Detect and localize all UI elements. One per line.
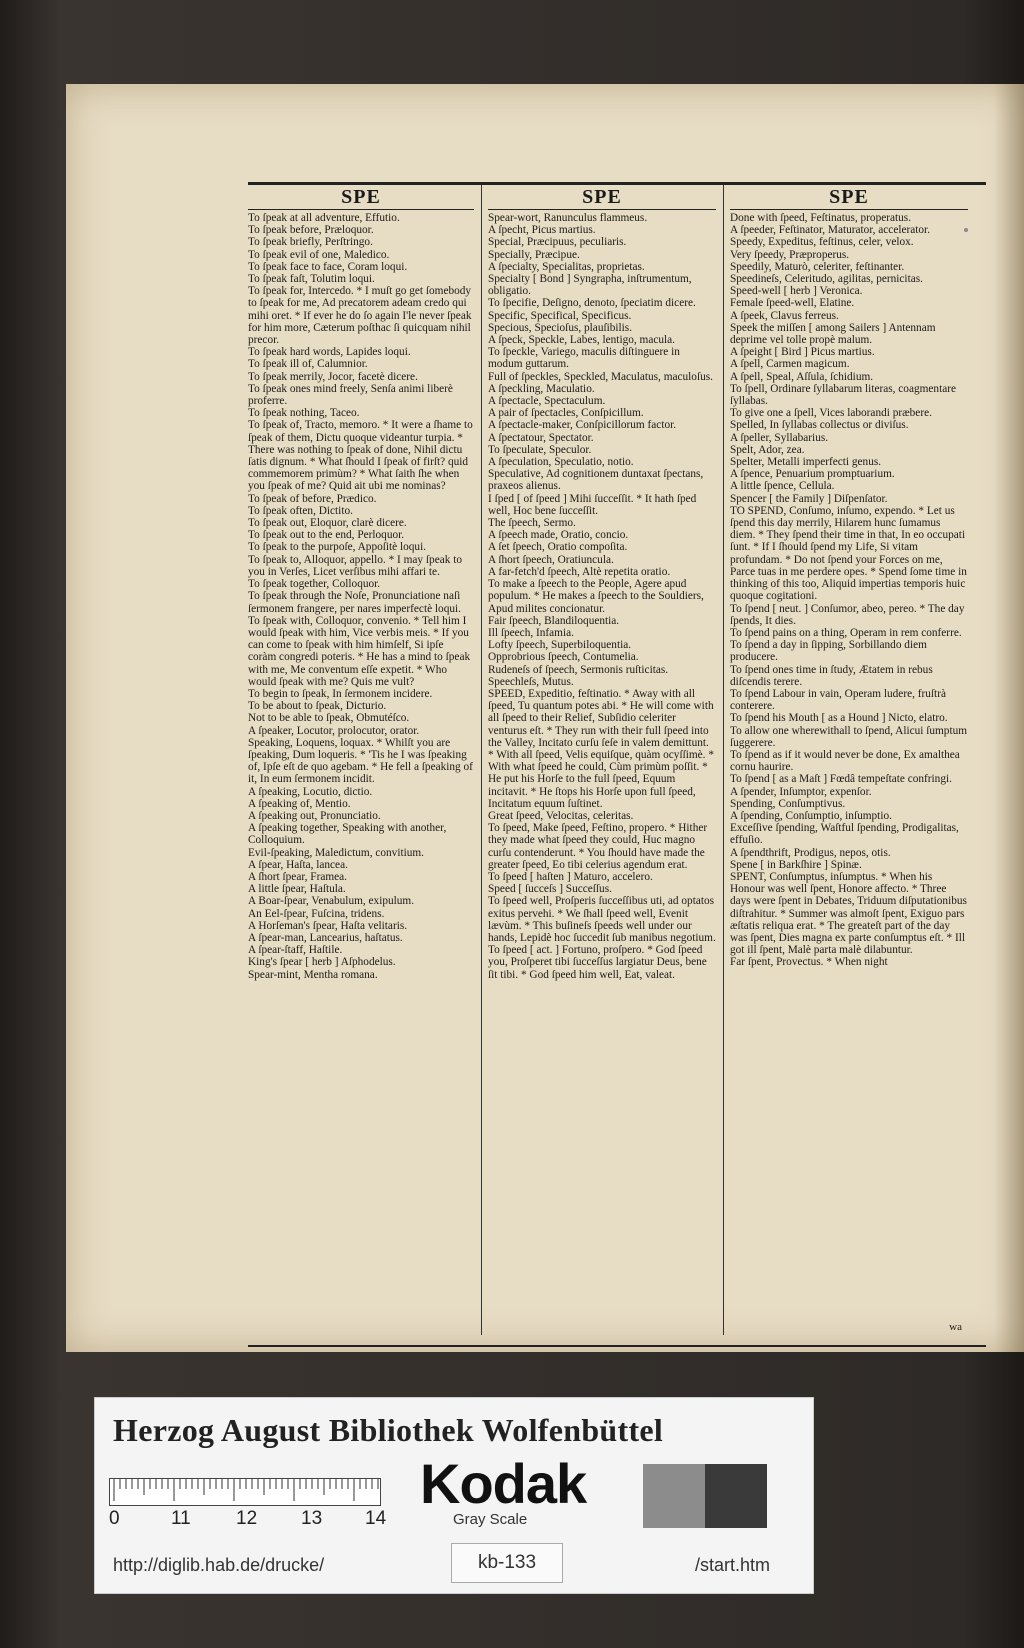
dictionary-entry: To ſpeak often, Dictito.: [248, 504, 353, 517]
dictionary-entry: To ſpeak faſt, Tolutim loqui.: [248, 273, 375, 286]
dictionary-entry: To ſpeak evil of one, Maledico.: [248, 248, 390, 261]
dictionary-entry: To ſpeak together, Colloquor.: [248, 578, 381, 591]
dictionary-entry: Far ſpent, Provectus. * When night: [730, 956, 888, 969]
dictionary-entry: A ſpeeder, Feſtinator, Maturator, accelerator.: [730, 224, 931, 237]
column-header: SPE: [488, 185, 716, 210]
dictionary-entry: Spelt, Ador, zea.: [730, 443, 805, 456]
dictionary-entry: A ſpender, Inſumptor, expenſor.: [730, 785, 872, 798]
column-right: [730, 185, 968, 1335]
dictionary-entry: To ſpeak face to face, Coram loqui.: [248, 260, 408, 273]
calibration-card: [94, 1397, 814, 1594]
dictionary-entry: A ſpell, Carmen magicum.: [730, 358, 850, 371]
dictionary-entry: Done with ſpeed, Feſtinatus, properatus.: [730, 212, 912, 224]
dictionary-entry: A ſpeaking of, Mentio.: [248, 797, 351, 810]
dictionary-entry: Specially, Præcipue.: [488, 248, 580, 261]
dictionary-entry: To allow one wherewithall to ſpend, Alicui ſumptum ſuggerere.: [730, 724, 968, 749]
dictionary-entry: Specious, Specioſus, plauſibilis.: [488, 321, 633, 334]
dictionary-entry: To ſpeed, Make ſpeed, Feſtino, propero. * Hither they made what ſpeed they could, Huc magno curſu contenderunt. * You ſhould have made the greater ſpeed, Eo tibi celerius agendum erat.: [488, 822, 708, 871]
dictionary-entry: Ill ſpeech, Infamia.: [488, 626, 574, 639]
dictionary-entry: A ſpeaking together, Speaking with another, Colloquium.: [248, 822, 447, 847]
gray-scale-label: Gray Scale: [453, 1511, 528, 1528]
dictionary-entry: To give one a ſpell, Vices laborandi præbere.: [730, 407, 932, 420]
column-middle: [488, 185, 716, 1335]
dictionary-entry: To ſpeak to the purpoſe, Appoſitè loqui.: [248, 541, 427, 554]
dictionary-entry: To ſpeculate, Speculor.: [488, 443, 592, 456]
dictionary-entry: Speedy, Expeditus, feſtinus, celer, velox.: [730, 236, 914, 249]
dictionary-entry: A ſpear-ſtaff, Haſtile.: [248, 944, 343, 957]
dictionary-entry: A ſpear, Haſta, lancea.: [248, 858, 348, 871]
dictionary-entry: A ſpecialty, Specialitas, proprietas.: [488, 260, 645, 273]
dictionary-entry: To ſpeed well, Proſperis ſucceſſibus uti, ad optatos exitus pervehi. * We ſhall ſpeed well, Evenit lævùm. * This buſineſs ſpeeds well under our hands, Lepidè hoc ſuccedit ſub manibus negotium.: [488, 895, 716, 944]
dictionary-entry: A pair of ſpectacles, Conſpicillum.: [488, 407, 644, 420]
dictionary-entry: A ſpectatour, Spectator.: [488, 431, 594, 444]
scan-code: kb-133: [451, 1543, 563, 1583]
dictionary-entry: To ſpeak at all adventure, Effutio.: [248, 212, 400, 224]
url-left: http://diglib.hab.de/drucke/: [113, 1555, 325, 1575]
dictionary-entry: I ſped [ of ſpeed ] Mihi ſucceſſit. * It hath ſped well, Hoc bene ſucceſſit.: [488, 492, 697, 517]
dictionary-entry: A ſpeech made, Oratio, concio.: [488, 529, 629, 542]
dictionary-entry: To ſpend Labour in vain, Operam ludere, fruſtrà conterere.: [730, 687, 946, 713]
dictionary-entry: A ſpeaking, Locutio, dictio.: [248, 785, 373, 798]
dictionary-entry: Speculative, Ad cognitionem duntaxat ſpectans, praxeos alienus.: [488, 468, 704, 493]
dictionary-entry: A ſpeculation, Speculatio, notio.: [488, 456, 634, 469]
dictionary-entry: Fair ſpeech, Blandiloquentia.: [488, 614, 620, 627]
dictionary-entry: To ſpeak hard words, Lapides loqui.: [248, 346, 411, 359]
dictionary-entry: To ſpend [ neut. ] Conſumor, abeo, pereo. * The day ſpends, It dies.: [730, 602, 965, 627]
dictionary-entry: SPEED, Expeditio, feſtinatio. * Away with all ſpeed, Tu quantum potes abi. * He will come with all ſpeed to their Relief, Subſidio celeriter venturus eſt. * They run with their full ſpeed into the Valley, Incitato curſu ſeſe in valem demittunt. * With all ſpeed, Velis equiſque, quàm ocyſſimè. * With what ſpeed he could, Cùm primùm poſſit. * He put his Horſe to the full ſpeed, Equum incitavit. * He ſtops his Horſe upon full ſpeed, Incitatum equum ſuſtinet.: [488, 687, 714, 810]
scale-numbers: [109, 1508, 399, 1530]
dictionary-entry: The ſpeech, Sermo.: [488, 517, 576, 530]
dictionary-entry: A little ſpence, Cellula.: [730, 480, 835, 493]
dictionary-entry: Spending, Conſumptivus.: [730, 797, 846, 810]
dictionary-entry: A ſhort ſpear, Framea.: [248, 870, 347, 883]
dictionary-entry: A Horſeman's ſpear, Haſta velitaris.: [248, 919, 408, 932]
dictionary-entry: A ſet ſpeech, Oratio compoſita.: [488, 541, 628, 554]
dictionary-entry: A ſpeaking out, Pronunciatio.: [248, 809, 381, 822]
dictionary-entry: To ſpend ones time in ſtudy, Ætatem in rebus diſcendis terere.: [730, 663, 933, 688]
dictionary-entry: Speedineſs, Celeritudo, agilitas, pernicitas.: [730, 273, 923, 286]
dictionary-entry: Speed [ ſucceſs ] Succeſſus.: [488, 883, 612, 896]
dictionary-entry: Spear-mint, Mentha romana.: [248, 968, 378, 981]
catchword: wa: [949, 1321, 962, 1333]
dictionary-entry: To ſpeak ill of, Calumnior.: [248, 358, 368, 371]
dictionary-entry: Specialty [ Bond ] Syngrapha, inſtrumentum, obligatio.: [488, 273, 692, 298]
scale-ruler: [109, 1478, 381, 1506]
column-rule: [481, 185, 482, 1335]
dictionary-entry: To ſpeak merrily, Jocor, facetè dicere.: [248, 370, 418, 383]
scale-number: 14: [365, 1508, 387, 1529]
dictionary-entry: To ſpeak ones mind freely, Senſa animi liberè proferre.: [248, 382, 453, 408]
entries: [248, 210, 474, 981]
dictionary-entry: Spelled, In ſyllabas collectus or diviſus.: [730, 419, 909, 432]
dictionary-entry: A ſpeight [ Bird ] Picus martius.: [730, 346, 875, 359]
column-rule: [723, 185, 724, 1335]
dictionary-entry: To ſpeak nothing, Taceo.: [248, 407, 360, 420]
dictionary-entry: Speed-well [ herb ] Veronica.: [730, 285, 863, 298]
dictionary-entry: To ſpeak through the Noſe, Pronunciatione naſi ſermonem frangere, per nares imperfectè loqui.: [248, 590, 461, 615]
dictionary-entry: A ſhort ſpeech, Oratiuncula.: [488, 553, 614, 566]
dictionary-entry: Rudeneſs of ſpeech, Sermonis ruſticitas.: [488, 663, 669, 676]
dictionary-entry: A ſpeek, Clavus ferreus.: [730, 309, 839, 322]
gray-swatch-dark: [705, 1464, 767, 1528]
dictionary-entry: To ſpend as if it would never be done, Ex amalthea cornu haurire.: [730, 748, 960, 774]
dictionary-entry: A ſpeck, Speckle, Labes, lentigo, macula.: [488, 334, 675, 347]
dictionary-entry: A Boar-ſpear, Venabulum, exipulum.: [248, 895, 415, 908]
dictionary-entry: An Eel-ſpear, Fuſcina, tridens.: [248, 907, 385, 920]
dictionary-entry: Spencer [ the Family ] Diſpenſator.: [730, 492, 888, 505]
dictionary-entry: A ſpeaker, Locutor, prolocutor, orator.: [248, 724, 420, 737]
dictionary-entry: To ſpend pains on a thing, Operam in rem conferre.: [730, 626, 962, 639]
dictionary-entry: Female ſpeed-well, Elatine.: [730, 297, 855, 310]
library-name: Herzog August Bibliothek Wolfenbüttel: [113, 1412, 664, 1448]
dictionary-entry: A ſpending, Conſumptio, inſumptio.: [730, 809, 892, 822]
dictionary-entry: To ſpecifie, Deſigno, denoto, ſpeciatim dicere.: [488, 297, 696, 310]
dictionary-entry: Exceſſive ſpending, Waſtful ſpending, Prodigalitas, effuſio.: [730, 822, 959, 847]
dictionary-entry: A ſpence, Penuarium promptuarium.: [730, 468, 895, 481]
dictionary-entry: A far-fetch'd ſpeech, Altè repetita oratio.: [488, 565, 671, 578]
dictionary-entry: Speek the miſſen [ among Sailers ] Antennam deprime vel tolle propè malum.: [730, 321, 936, 347]
dictionary-entry: To make a ſpeech to the People, Agere apud populum. * He makes a ſpeech to the Souldiers, Apud milites concionatur.: [488, 578, 704, 615]
dictionary-page: [66, 84, 1024, 1352]
scale-number: 12: [236, 1508, 258, 1529]
dictionary-entry: To ſpeak out, Eloquor, clarè dicere.: [248, 517, 407, 530]
dictionary-entry: A ſpear-man, Lancearius, haſtatus.: [248, 931, 403, 944]
dictionary-entry: Not to be able to ſpeak, Obmutéſco.: [248, 712, 410, 725]
dictionary-entry: To ſpeak before, Præloquor.: [248, 224, 374, 237]
dictionary-entry: Special, Præcipuus, peculiaris.: [488, 236, 627, 249]
dictionary-entry: A ſpeller, Syllabarius.: [730, 431, 829, 444]
column-header: SPE: [248, 185, 474, 210]
scale-number: 11: [171, 1508, 191, 1529]
dictionary-entry: Great ſpeed, Velocitas, celeritas.: [488, 809, 634, 822]
dictionary-entry: Lofty ſpeech, Superbiloquentia.: [488, 639, 632, 652]
column-header: SPE: [730, 185, 968, 210]
dictionary-entry: To ſpeak to, Alloquor, appello. * I may ſpeak to you in Verſes, Licet verſibus mihi affari te.: [248, 553, 462, 578]
dictionary-entry: Spear-wort, Ranunculus flammeus.: [488, 212, 648, 224]
dictionary-entry: To ſpeed [ haſten ] Maturo, accelero.: [488, 870, 653, 883]
dictionary-entry: King's ſpear [ herb ] Aſphodelus.: [248, 956, 396, 969]
entries: [488, 210, 716, 981]
dictionary-entry: Speechleſs, Mutus.: [488, 675, 574, 688]
dictionary-entry: A ſpell, Speal, Aſſula, ſchidium.: [730, 370, 874, 383]
column-left: [248, 185, 474, 1335]
ruler-ticks: [110, 1479, 380, 1505]
dictionary-entry: A ſpectacle-maker, Conſpicillorum factor.: [488, 419, 677, 432]
kodak-logo: Kodak: [420, 1452, 587, 1515]
dictionary-entry: To ſpeak briefly, Perſtringo.: [248, 236, 373, 249]
scale-number: 0: [109, 1508, 120, 1529]
entries: [730, 210, 968, 969]
gray-swatch-mid: [643, 1464, 705, 1528]
dictionary-entry: To ſpeak out to the end, Perloquor.: [248, 529, 405, 542]
dictionary-entry: To ſpeckle, Variego, maculis diſtinguere in modum guttarum.: [488, 346, 680, 371]
dictionary-entry: Speedily, Maturò, celeriter, feſtinanter.: [730, 260, 905, 273]
page-frame: [248, 182, 986, 1347]
dictionary-entry: A ſpectacle, Spectaculum.: [488, 395, 606, 408]
scale-number: 13: [301, 1508, 323, 1529]
dictionary-entry: To ſpell, Ordinare ſyllabarum literas, coagmentare ſyllabas.: [730, 382, 956, 408]
dictionary-entry: SPENT, Conſumptus, inſumptus. * When his Honour was well ſpent, Honore affecto. * Three days were ſpent in Debates, Triduum diſputationibus diſtrahitur. * Summer was almoſt ſpent, Exiguo pars æſtatis reliqua erat. * The greateſt part of the day was ſpent, Dies magna ex parte conſumptus eſt. * Ill got ill ſpent, Malè parta malè dilabuntur.: [730, 870, 967, 957]
dictionary-entry: Specific, Specifical, Specificus.: [488, 309, 632, 322]
dictionary-entry: To ſpeak of before, Prædico.: [248, 492, 377, 505]
dictionary-entry: Spelter, Metalli imperfecti genus.: [730, 456, 882, 469]
dictionary-entry: Speaking, Loquens, loquax. * Whilſt you are ſpeaking, Dum loqueris. * 'Tis he I was ſpeaking of, Ipſe eſt de quo agebam. * He fell a ſpeaking of it, In eum ſermonem incidit.: [248, 736, 473, 786]
dictionary-entry: A little ſpear, Haſtula.: [248, 883, 346, 896]
dictionary-entry: To ſpeak of, Tracto, memoro. * It were a ſhame to ſpeak of them, Dictu quoque videantur turpia. * There was nothing to ſpeak of done, Nihil dictu ſatis dignum. * What ſhould I ſpeak of firſt? quid commemorem primùm? * What ſaith ſhe when you ſpeak of me? Quid ait ubi me nominas?: [248, 419, 473, 493]
dictionary-entry: TO SPEND, Conſumo, inſumo, expendo. * Let us ſpend this day merrily, Hilarem hunc ſumamus diem. * They ſpend their time in that, In eo occupati ſunt. * If I ſhould ſpend my Life, Si vitam profundam. * Do not ſpend your Forces on me, Parce tuas in me perdere opes. * Spend ſome time in thinking of this too, Aliquid impertias temporis huic quoque cogitationi.: [730, 504, 967, 603]
dictionary-entry: Spene [ in Barkſhire ] Spinæ.: [730, 858, 862, 871]
dictionary-entry: Very ſpeedy, Præproperus.: [730, 248, 850, 261]
dictionary-entry: To ſpeak for, Intercedo. * I muſt go get ſomebody to ſpeak for me, Ad precatorem adeam credo qui mihi oret. * If ever he do ſo again I'le never ſpeak for him more, Cæterum poſthac ſi quicquam nihil precor.: [248, 285, 472, 347]
dictionary-entry: A ſpecht, Picus martius.: [488, 224, 596, 237]
dictionary-entry: To begin to ſpeak, In ſermonem incidere.: [248, 687, 433, 700]
dictionary-entry: A ſpeckling, Maculatio.: [488, 382, 595, 395]
dictionary-entry: A ſpendthrift, Prodigus, nepos, otis.: [730, 846, 891, 859]
url-right: /start.htm: [695, 1555, 771, 1575]
dictionary-entry: To ſpeak with, Colloquor, convenio. * Tell him I would ſpeak with him, Vice verbis meis. * If you can come to ſpeak with him himſelf, Si ipſe coràm congredi poteris. * He has a mind to ſpeak with me, Me conventum eſſe expetit. * Who would ſpeak with me? Quis me vult?: [248, 614, 471, 688]
dictionary-entry: Full of ſpeckles, Speckled, Maculatus, maculoſus.: [488, 370, 713, 383]
dictionary-entry: To ſpend [ as a Maſt ] Fœdâ tempeſtate confringi.: [730, 773, 952, 786]
dictionary-entry: To ſpend a day in ſipping, Sorbillando diem producere.: [730, 639, 927, 664]
dictionary-entry: Evil-ſpeaking, Maledictum, convitium.: [248, 846, 425, 859]
dictionary-entry: To be about to ſpeak, Dicturio.: [248, 700, 387, 713]
dictionary-entry: To ſpend his Mouth [ as a Hound ] Nicto, elatro.: [730, 712, 948, 725]
dictionary-entry: Opprobrious ſpeech, Contumelia.: [488, 651, 639, 664]
dictionary-entry: To ſpeed [ act. ] Fortuno, proſpero. * God ſpeed you, Proſperet tibi ſucceſſus largiatur Deus, bene ſit tibi. * God ſpeed him well, Eat, valeat.: [488, 944, 707, 981]
